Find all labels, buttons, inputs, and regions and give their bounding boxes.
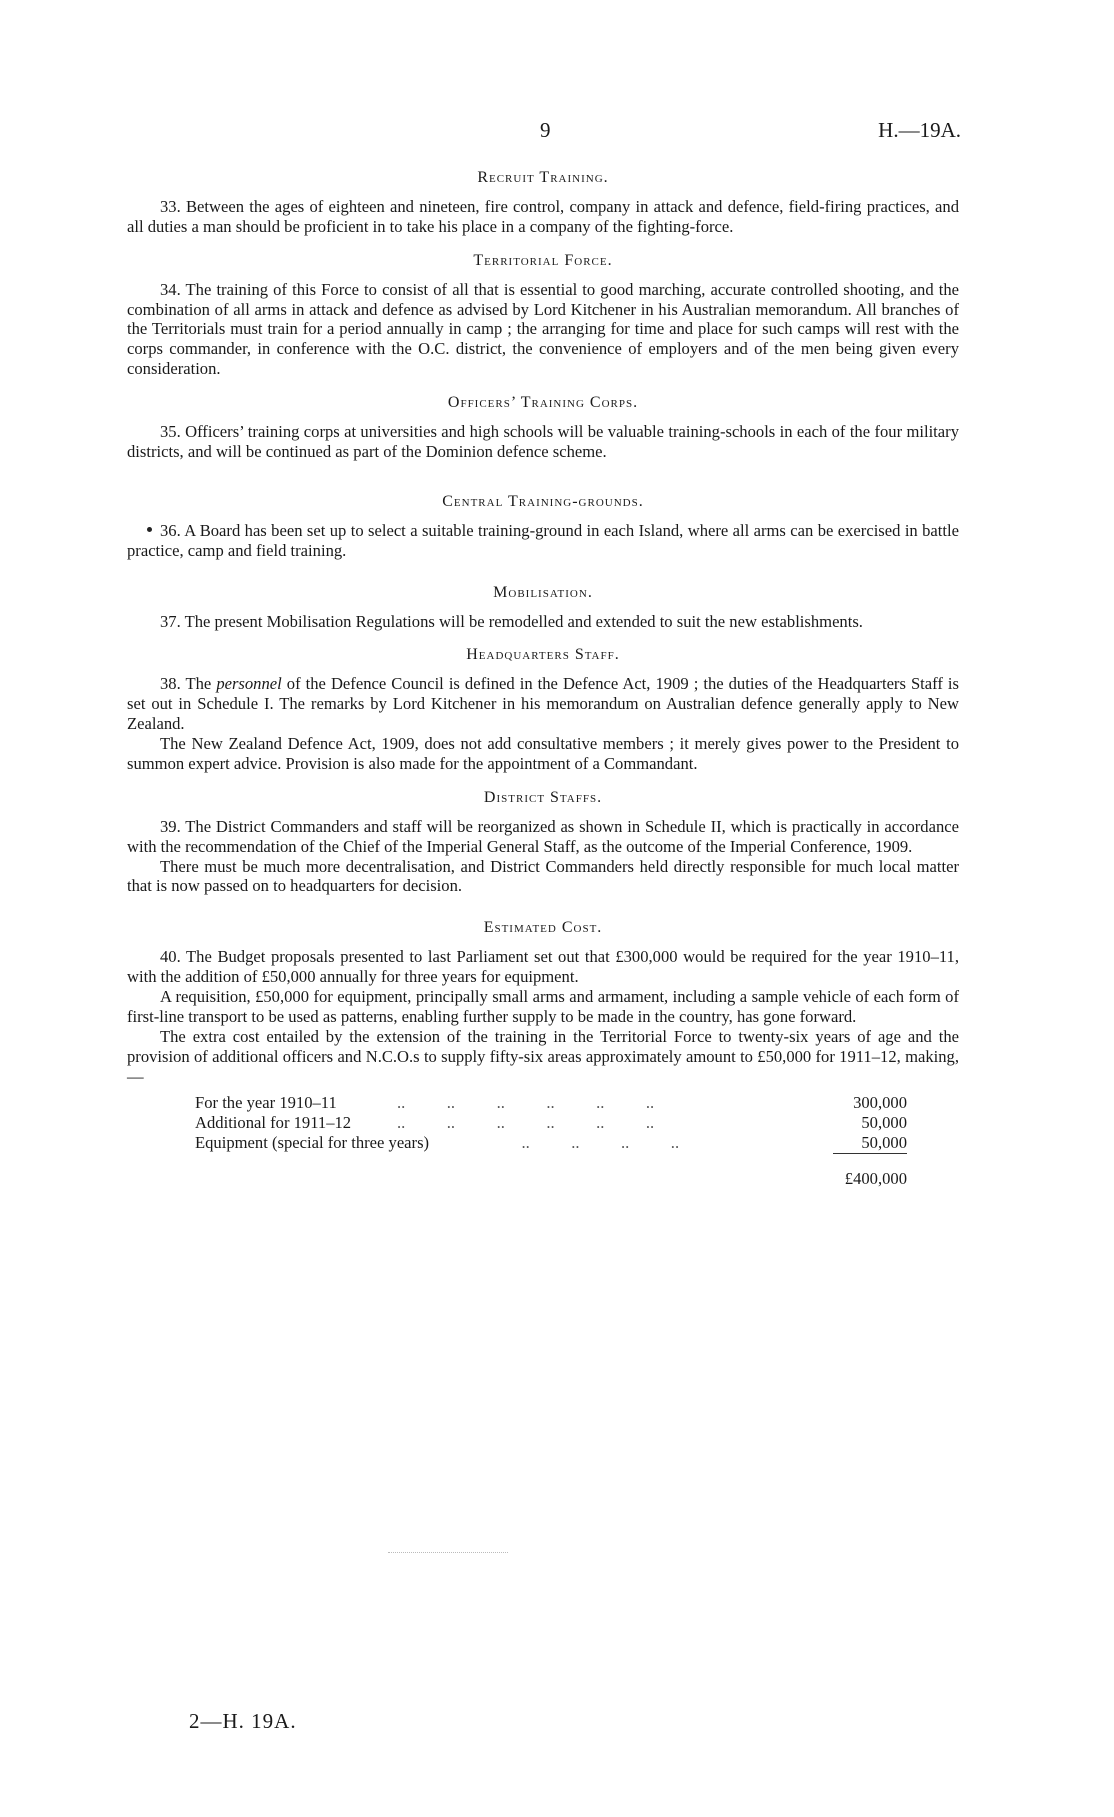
budget-label: Equipment (special for three years) [195,1132,430,1152]
section-heading: Estimated Cost. [483,919,603,937]
paragraph: 39. The District Commanders and staff will be reorganized as shown in Schedule II, which is practically in accordance with the recommendation of the Chief of the Imperial General Staff, as the outcome of the Imperial Conference, 1909. [127,816,959,856]
paragraph: The New Zealand Defence Act, 1909, does not add consultative members ; it merely gives power to the President to summon expert advice. Provision is also made for the appointment of a Commandant. [127,734,959,773]
paragraph: A requisition, £50,000 for equipment, principally small arms and armament, including a sample vehicle of each form of first-line transport to be used as patterns, enabling further supply to be made in the country, has gone forward. [127,987,959,1026]
section-recruit-training [127,168,959,237]
section-heading: District Staffs. [483,788,603,806]
section-officers-training-corps [127,393,959,462]
section-heading: Officers’ Training Corps. [447,394,639,412]
paragraph: 34. The training of this Force to consist of all that is essential to good marching, accurate controlled shooting, and the combination of all arms in attack and defence as advised by Lord Kitchener in his Australian memorandum. All branches of the Territorials must train for a period annually in camp ; the arranging for time and place for such camps will rest with the corps commander, in conference with the O.C. district, the convenience of employers and of the men being given every consideration. [127,279,959,379]
section-central-training-grounds [127,492,959,561]
budget-label: For the year 1910–11 [195,1092,337,1112]
paragraph: 40. The Budget proposals presented to last Parliament set out that £300,000 would be required for the year 1910–11, with the addition of £50,000 annually for three years for equipment. [127,947,959,987]
budget-table [127,1092,959,1188]
paragraph: There must be much more decentralisation, and District Commanders held directly responsible for much local matter that is now passed on to headquarters for decision. [127,856,959,896]
total-rule [833,1153,907,1154]
main-content [127,168,960,1188]
section-mobilisation [127,583,959,632]
section-heading: Headquarters Staff. [466,646,620,664]
section-territorial-force [127,251,959,379]
section-heading: Territorial Force. [473,251,613,269]
budget-row [127,1132,959,1188]
paragraph-text: of the Defence Council is defined in the Defence Act, 1909 ; the duties of the Headquarters Staff is set out in Schedule I. The remarks by Lord Kitchener in his memorandum on Australian defence generally apply to New Zealand. [127,674,960,734]
section-headquarters-staff [127,645,959,773]
budget-row [127,1093,959,1113]
footer-signature: 2—H. 19A. [189,1709,297,1733]
section-heading: Mobilisation. [493,583,593,601]
page-number: 9 [540,118,551,142]
section-heading: Central Training-grounds. [442,492,644,510]
dot-leader: .. .. .. .. .. .. [397,1092,655,1112]
budget-amount: 300,000 [853,1092,907,1112]
italic-term: personnel [216,674,282,694]
budget-total: £400,000 [844,1168,907,1188]
page-header [0,118,1114,148]
budget-row [127,1113,959,1133]
dot-leader: .. .. .. .. .. .. [397,1112,655,1132]
paragraph: The extra cost entailed by the extension of the training in the Territorial Force to twenty-six years of age and the provision of additional officers and N.C.O.s to supply fifty-six areas approximately amount to £50,000 for 1911–12, making,— [127,1026,959,1086]
paragraph: 33. Between the ages of eighteen and nineteen, fire control, company in attack and defence, field-firing practices, and all duties a man should be proficient in to take his place in a company of the fighting-force. [127,196,959,236]
dot-leader: .. .. .. .. [397,1132,680,1152]
budget-label: Additional for 1911–12 [195,1112,352,1132]
document-reference: H.—19A. [878,118,961,142]
paragraph: 36. A Board has been set up to select a suitable training-ground in each Island, where all arms can be exercised in battle practice, camp and field training. [127,520,959,560]
paragraph [127,674,959,734]
paragraph: 35. Officers’ training corps at universities and high schools will be valuable training-schools in each of the four military districts, and will be continued as part of the Dominion defence scheme. [127,422,959,461]
section-estimated-cost [127,918,959,1188]
paragraph: 37. The present Mobilisation Regulations will be remodelled and extended to suit the new establishments. [160,611,863,631]
budget-amount: 50,000 [861,1132,907,1152]
section-heading: Recruit Training. [477,169,609,186]
faint-rule [388,1552,508,1553]
paragraph-text: 38. The [160,674,217,694]
section-district-staffs [127,788,959,897]
budget-amount: 50,000 [861,1112,907,1132]
